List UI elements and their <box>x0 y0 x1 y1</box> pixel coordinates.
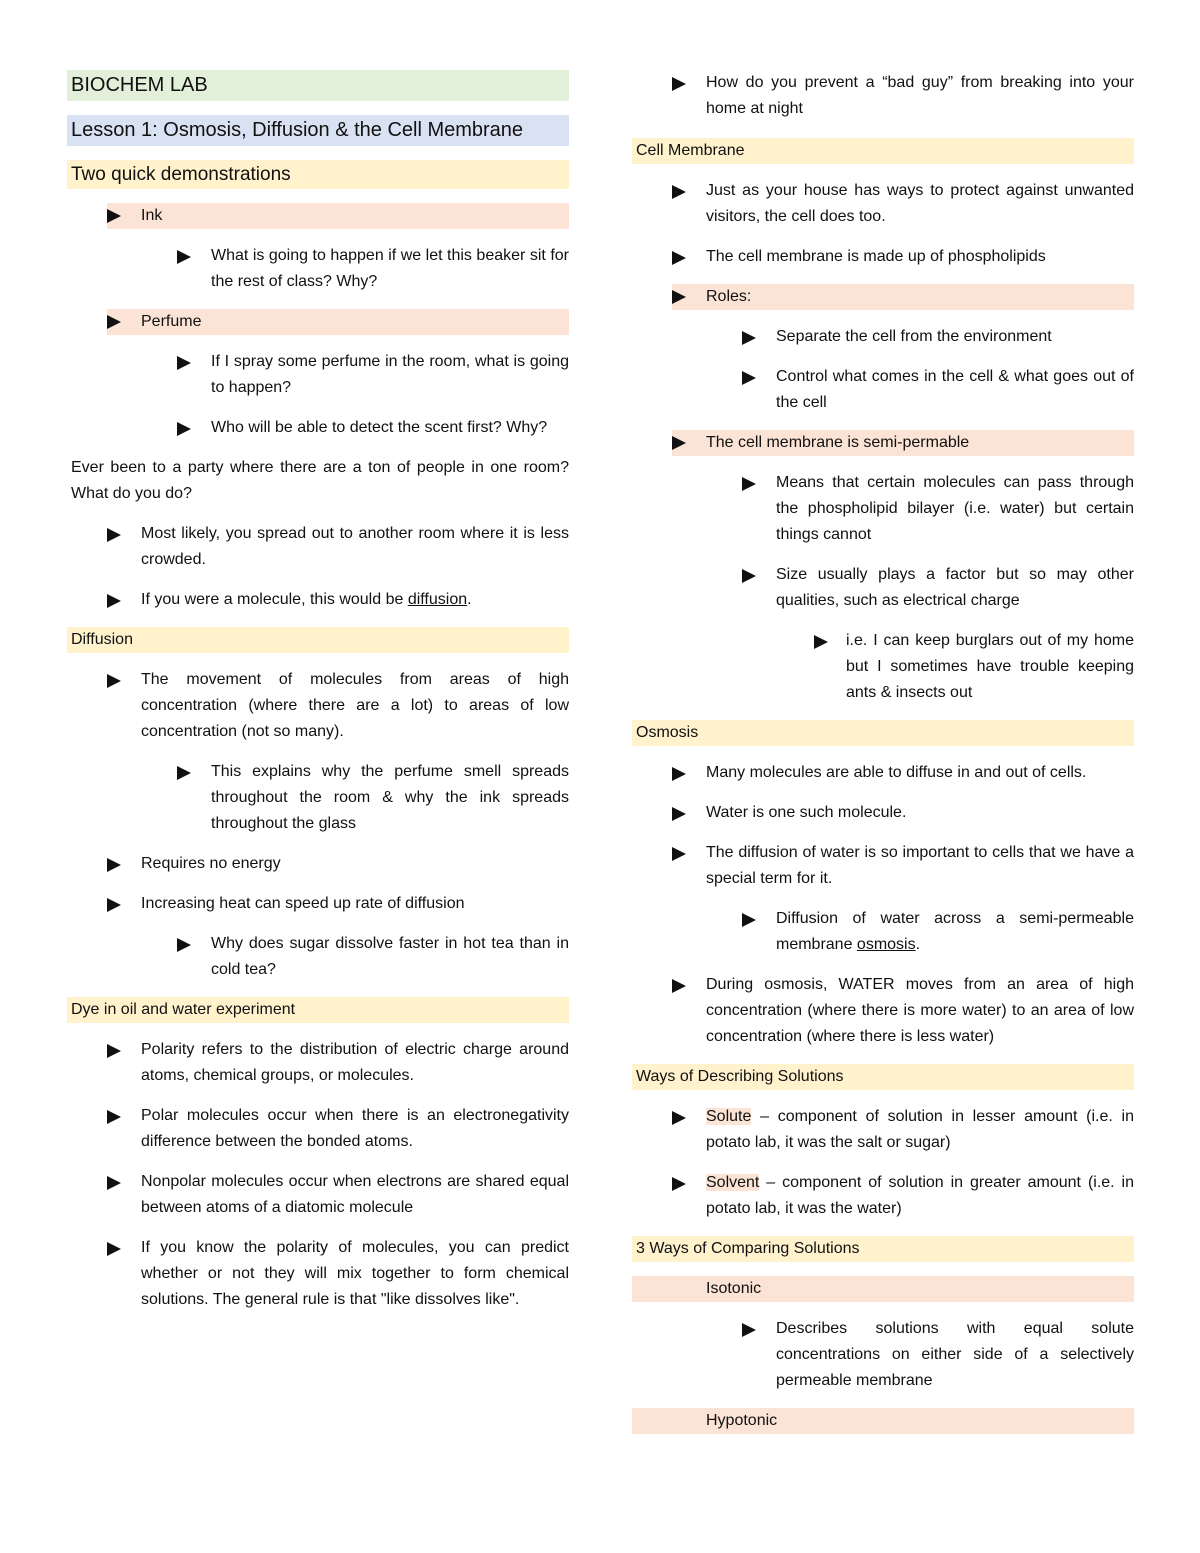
party-paragraph: Ever been to a party where there are a ton of people in one room? What do you do? <box>71 459 569 502</box>
triangle-bullet-icon <box>672 290 686 304</box>
subheading-hypotonic: Hypotonic <box>632 1408 1134 1434</box>
triangle-bullet-icon <box>107 594 121 608</box>
bullet-perfume-question-2: Who will be able to detect the scent first? Why? <box>177 415 569 441</box>
triangle-bullet-icon <box>742 1323 756 1337</box>
triangle-bullet-icon <box>672 807 686 821</box>
triangle-bullet-icon <box>107 528 121 542</box>
triangle-bullet-icon <box>177 250 191 264</box>
bullet-semi-permeable: The cell membrane is semi-permable <box>672 430 1134 456</box>
triangle-bullet-icon <box>177 766 191 780</box>
triangle-bullet-icon <box>177 356 191 370</box>
triangle-bullet-icon <box>107 209 121 223</box>
bullet-semi-1: Means that certain molecules can pass through the phospholipid bilayer (i.e. water) but certain things cannot <box>742 470 1134 548</box>
section-heading-describing-solutions: Ways of Describing Solutions <box>632 1064 1134 1090</box>
bullet-osmosis-4: During osmosis, WATER moves from an area of high concentration (where there is more water) to an area of low concentration (where there is less water) <box>672 972 1134 1050</box>
triangle-bullet-icon <box>742 331 756 345</box>
bullet-osmosis-2: Water is one such molecule. <box>672 800 1134 826</box>
triangle-bullet-icon <box>107 315 121 329</box>
bullet-perfume-question-1: If I spray some perfume in the room, what is going to happen? <box>177 349 569 401</box>
triangle-bullet-icon <box>742 913 756 927</box>
triangle-bullet-icon <box>672 1111 686 1125</box>
triangle-bullet-icon <box>177 938 191 952</box>
triangle-bullet-icon <box>107 1110 121 1124</box>
bullet-solute: Solute – component of solution in lesser amount (i.e. in potato lab, it was the salt or sugar) <box>672 1104 1134 1156</box>
bullet-bad-guy: How do you prevent a “bad guy” from breaking into your home at night <box>672 70 1134 122</box>
bullet-osmosis-3: The diffusion of water is so important to cells that we have a special term for it. <box>672 840 1134 892</box>
bullet-ink: Ink <box>107 203 569 229</box>
triangle-bullet-icon <box>107 1044 121 1058</box>
left-column <box>67 70 569 1327</box>
triangle-bullet-icon <box>742 477 756 491</box>
osmosis-term: osmosis <box>856 936 916 953</box>
subheading-isotonic: Isotonic <box>632 1276 1134 1302</box>
triangle-bullet-icon <box>107 898 121 912</box>
section-heading-diffusion: Diffusion <box>67 627 569 653</box>
triangle-bullet-icon <box>672 847 686 861</box>
triangle-bullet-icon <box>177 422 191 436</box>
bullet-ink-question: What is going to happen if we let this beaker sit for the rest of class? Why? <box>177 243 569 295</box>
triangle-bullet-icon <box>742 371 756 385</box>
triangle-bullet-icon <box>672 185 686 199</box>
triangle-bullet-icon <box>107 858 121 872</box>
bullet-diffusion-1a: This explains why the perfume smell spreads throughout the room & why the ink spreads throughout the glass <box>177 759 569 837</box>
triangle-bullet-icon <box>742 569 756 583</box>
bullet-dye-2: Polar molecules occur when there is an electronegativity difference between the bonded atoms. <box>107 1103 569 1155</box>
bullet-semi-2: Size usually plays a factor but so may other qualities, such as electrical charge <box>742 562 1134 614</box>
bullet-diffusion-3: Increasing heat can speed up rate of diffusion <box>107 891 569 917</box>
document-title: BIOCHEM LAB <box>67 70 569 101</box>
bullet-roles-1: Separate the cell from the environment <box>742 324 1134 350</box>
bullet-solvent: Solvent – component of solution in greater amount (i.e. in potato lab, it was the water) <box>672 1170 1134 1222</box>
diffusion-term: diffusion <box>407 591 468 608</box>
bullet-dye-1: Polarity refers to the distribution of electric charge around atoms, chemical groups, or molecules. <box>107 1037 569 1089</box>
bullet-dye-4: If you know the polarity of molecules, you can predict whether or not they will mix together to form chemical solutions. The general rule is that "like dissolves like". <box>107 1235 569 1313</box>
bullet-perfume: Perfume <box>107 309 569 335</box>
bullet-dye-3: Nonpolar molecules occur when electrons are shared equal between atoms of a diatomic molecule <box>107 1169 569 1221</box>
triangle-bullet-icon <box>672 1177 686 1191</box>
section-heading-cell-membrane: Cell Membrane <box>632 138 1134 164</box>
bullet-diffusion-3a: Why does sugar dissolve faster in hot tea than in cold tea? <box>177 931 569 983</box>
bullet-roles: Roles: <box>672 284 1134 310</box>
triangle-bullet-icon <box>814 635 828 649</box>
solute-term: Solute <box>706 1108 752 1125</box>
section-heading-osmosis: Osmosis <box>632 720 1134 746</box>
bullet-diffusion-2: Requires no energy <box>107 851 569 877</box>
bullet-party-answer-1: Most likely, you spread out to another room where it is less crowded. <box>107 521 569 573</box>
triangle-bullet-icon <box>107 674 121 688</box>
bullet-isotonic-1: Describes solutions with equal solute concentrations on either side of a selectively permeable membrane <box>742 1316 1134 1394</box>
section-heading-comparing-solutions: 3 Ways of Comparing Solutions <box>632 1236 1134 1262</box>
triangle-bullet-icon <box>107 1242 121 1256</box>
solvent-term: Solvent <box>706 1174 760 1191</box>
bullet-cell-1: Just as your house has ways to protect against unwanted visitors, the cell does too. <box>672 178 1134 230</box>
bullet-semi-2a: i.e. I can keep burglars out of my home but I sometimes have trouble keeping ants & insects out <box>814 628 1134 706</box>
lesson-title: Lesson 1: Osmosis, Diffusion & the Cell Membrane <box>67 115 569 146</box>
bullet-diffusion-1: The movement of molecules from areas of high concentration (where there are a lot) to areas of low concentration (not so many). <box>107 667 569 745</box>
right-column <box>632 70 1134 1448</box>
triangle-bullet-icon <box>672 767 686 781</box>
section-heading-demonstrations: Two quick demonstrations <box>67 160 569 189</box>
section-heading-dye-experiment: Dye in oil and water experiment <box>67 997 569 1023</box>
triangle-bullet-icon <box>672 251 686 265</box>
triangle-bullet-icon <box>672 979 686 993</box>
triangle-bullet-icon <box>672 77 686 91</box>
bullet-cell-2: The cell membrane is made up of phospholipids <box>672 244 1134 270</box>
bullet-party-answer-2: If you were a molecule, this would be diffusion. <box>107 587 569 613</box>
bullet-osmosis-1: Many molecules are able to diffuse in and out of cells. <box>672 760 1134 786</box>
bullet-roles-2: Control what comes in the cell & what goes out of the cell <box>742 364 1134 416</box>
triangle-bullet-icon <box>107 1176 121 1190</box>
triangle-bullet-icon <box>672 436 686 450</box>
bullet-osmosis-3a: Diffusion of water across a semi-permeable membrane osmosis. <box>742 906 1134 958</box>
